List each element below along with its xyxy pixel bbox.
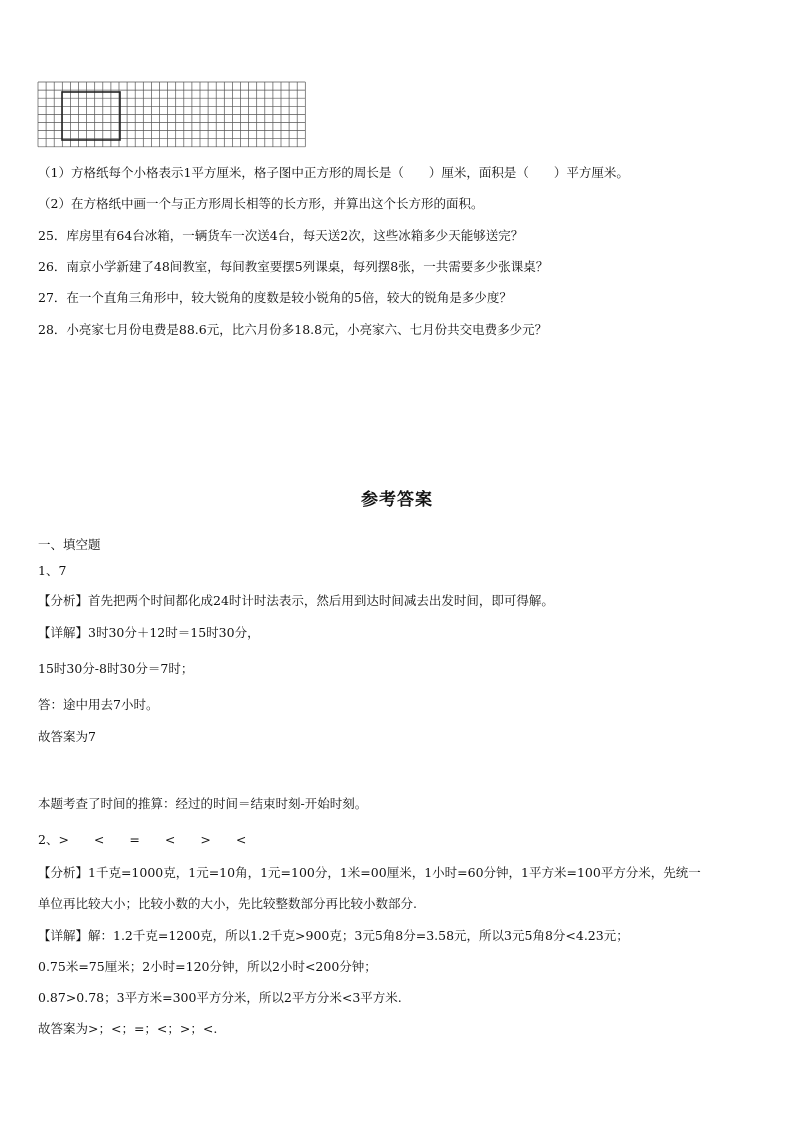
- answer-2-analysis-1: 【分析】1千克=1000克，1元=10角，1元=100分，1米=00厘米，1小时=60分钟，1平方米=100平方分米，先统一: [38, 865, 701, 880]
- answer-1-detail-2: 15时30分-8时30分＝7时；: [38, 661, 194, 676]
- answer-1-note: 本题考查了时间的推算：经过的时间＝结束时刻-开始时刻。: [38, 796, 368, 811]
- question-26: 26．南京小学新建了48间教室，每间教室要摆5列课桌，每列摆8张，一共需要多少张课桌？: [38, 259, 549, 274]
- answer-1-detail-1: 【详解】3时30分＋12时＝15时30分，: [38, 625, 260, 640]
- answer-2-head: 2、> < = < > <: [38, 832, 247, 847]
- section-heading: 一、填空题: [38, 537, 101, 552]
- answer-2-final: 故答案为>；<；=；<；>；<.: [38, 1021, 218, 1036]
- question-27: 27．在一个直角三角形中，较大锐角的度数是较小锐角的5倍，较大的锐角是多少度？: [38, 290, 512, 305]
- grid-paper: [0, 0, 794, 150]
- answers-title: 参考答案: [361, 490, 433, 510]
- question-24-part1: （1）方格纸每个小格表示1平方厘米，格子图中正方形的周长是（ ）厘米，面积是（ ）平方厘米。: [38, 165, 629, 180]
- answer-1-final: 故答案为7: [38, 729, 96, 744]
- question-25: 25．库房里有64台冰箱，一辆货车一次送4台，每天送2次，这些冰箱多少天能够送完？: [38, 228, 524, 243]
- answer-1-answer: 答：途中用去7小时。: [38, 697, 159, 712]
- answer-2-detail-1: 【详解】解：1.2千克=1200克，所以1.2千克>900克；3元5角8分=3.58元，所以3元5角8分<4.23元；: [38, 928, 629, 943]
- question-24-part2: （2）在方格纸中画一个与正方形周长相等的长方形，并算出这个长方形的面积。: [38, 196, 484, 211]
- answer-2-detail-3: 0.87>0.78；3平方米=300平方分米，所以2平方分米<3平方米.: [38, 990, 402, 1005]
- question-28: 28．小亮家七月份电费是88.6元，比六月份多18.8元，小亮家六、七月份共交电费多少元？: [38, 322, 548, 337]
- answer-2-detail-2: 0.75米=75厘米；2小时=120分钟，所以2小时<200分钟；: [38, 959, 377, 974]
- answer-1-head: 1、7: [38, 563, 67, 578]
- answer-2-analysis-2: 单位再比较大小；比较小数的大小，先比较整数部分再比较小数部分.: [38, 896, 417, 911]
- answer-1-analysis: 【分析】首先把两个时间都化成24时计时法表示，然后用到达时间减去出发时间，即可得解。: [38, 593, 554, 608]
